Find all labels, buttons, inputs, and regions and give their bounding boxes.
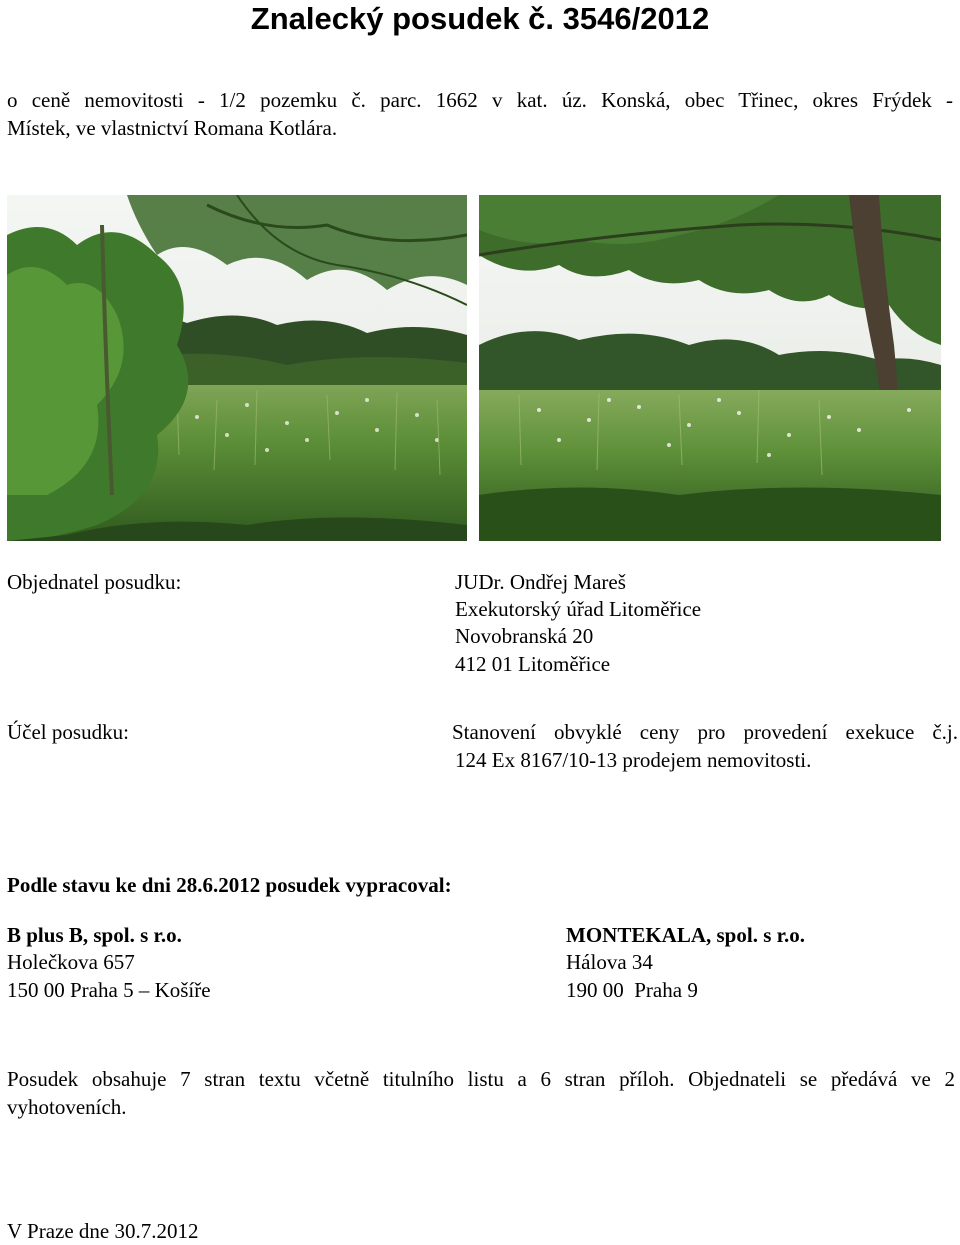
intro-paragraph: [7, 86, 953, 142]
purpose-text: [452, 718, 958, 774]
author-2-name: MONTEKALA, spol. s r.o.: [566, 923, 806, 947]
author-1-street: Holečkova 657: [7, 950, 135, 974]
client-city: 412 01 Litoměřice: [455, 652, 611, 676]
purpose-line-1: Stanovení obvyklé ceny pro provedení exekuce č.j.: [452, 720, 958, 744]
author-2-city: 190 00 Praha 9: [566, 978, 698, 1002]
author-2-street: Hálova 34: [566, 950, 653, 974]
footer-paragraph: [7, 1065, 955, 1121]
purpose-label: Účel posudku:: [7, 720, 129, 744]
footer-line-2: vyhotoveních.: [7, 1095, 127, 1119]
document-title: Znalecký posudek č. 3546/2012: [250, 1, 710, 36]
purpose-line-2: 124 Ex 8167/10-13 prodejem nemovitosti.: [455, 748, 812, 772]
footer-line-1: Posudek obsahuje 7 stran textu včetně titulního listu a 6 stran příloh. Objednateli se předává ve 2: [7, 1067, 955, 1091]
place-date: V Praze dne 30.7.2012: [7, 1219, 199, 1243]
client-street: Novobranská 20: [455, 624, 594, 648]
intro-line-2: Místek, ve vlastnictví Romana Kotlára.: [7, 116, 338, 140]
meadow-photo-left: [7, 195, 467, 541]
client-label: Objednatel posudku:: [7, 570, 182, 594]
client-office: Exekutorský úřad Litoměřice: [455, 597, 702, 621]
author-1-city: 150 00 Praha 5 – Košíře: [7, 978, 211, 1002]
client-name: JUDr. Ondřej Mareš: [455, 570, 626, 594]
intro-line-1: o ceně nemovitosti - 1/2 pozemku č. parc. 1662 v kat. úz. Konská, obec Třinec, okres Frýdek -: [7, 88, 953, 112]
author-1-name: B plus B, spol. s r.o.: [7, 923, 182, 947]
meadow-photo-right: [479, 195, 941, 541]
status-heading: Podle stavu ke dni 28.6.2012 posudek vypracoval:: [7, 873, 452, 897]
